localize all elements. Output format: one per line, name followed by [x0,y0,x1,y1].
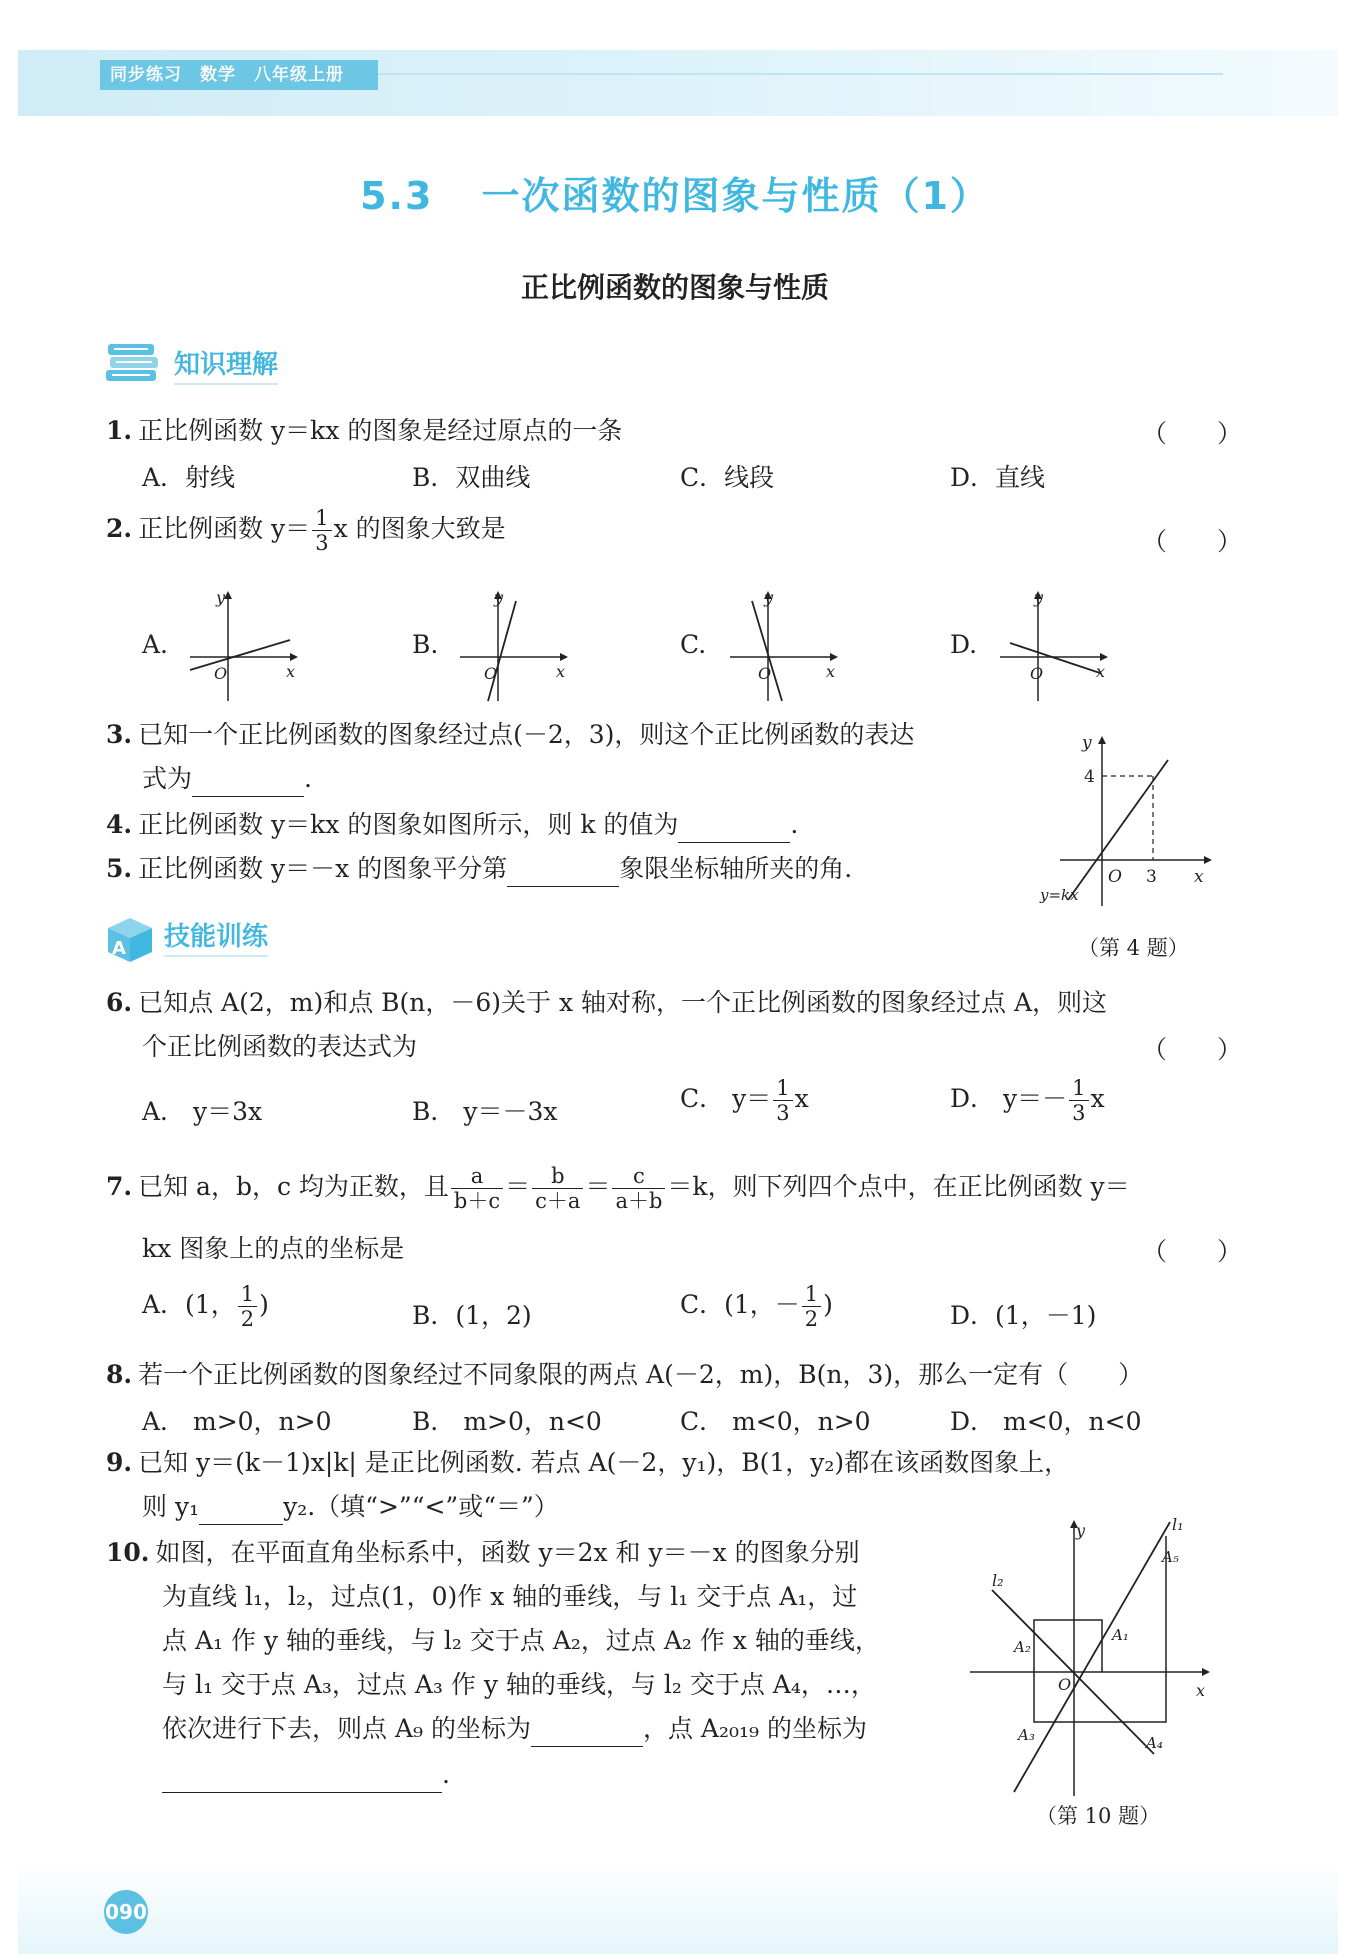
question-number: 2. [106,514,133,543]
origin-label: O [758,664,772,683]
y-axis-label: y [216,588,226,607]
fraction [312,506,331,555]
option-c: C．线段 [680,463,775,492]
question-9-line2 [142,1490,559,1525]
header-divider [378,73,1223,75]
section-knowledge: 知识理解 [174,344,278,385]
fraction [532,1164,583,1213]
origin-label: O [214,664,228,683]
answer-bracket: （ ） [1142,527,1243,556]
option-a: A．射线 [142,463,236,492]
question-text: 正比例函数 y＝ [138,514,311,543]
equals-sign: ＝ [585,1172,611,1201]
question-text: 正比例函数 y＝kx 的图象是经过原点的一条 [138,416,623,445]
answer-blank[interactable] [192,762,304,797]
option-b: B．(1，2) [412,1301,532,1330]
origin-label: O [484,664,498,683]
frac-num: c [612,1164,665,1189]
graph-option-a [186,585,306,705]
chapter-title-text: 一次函数的图象与性质（1） [481,174,990,218]
y-axis-label: y [764,588,774,607]
figure-q10 [970,1510,1220,1800]
question-number: 9. [106,1448,133,1477]
frac-den: b＋c [453,1189,501,1213]
option-d: D. [950,630,978,659]
question-text: 已知 a，b，c 均为正数，且 [138,1172,449,1201]
frac-den: 2 [240,1307,255,1331]
x-axis-label: x [1194,867,1204,887]
fraction [612,1164,665,1213]
origin-label: O [1108,867,1122,887]
x-axis-label: x [826,662,836,681]
question-text: 若一个正比例函数的图象经过不同象限的两点 A(－2，m)，B(n，3)，那么一定有（ ） [138,1360,1144,1389]
frac-num: 1 [802,1282,821,1307]
x-axis-label: x [556,662,566,681]
graph-option-c [726,585,846,705]
section-skills: 技能训练 [164,916,268,957]
question-3-line2 [142,762,312,797]
option-d: D． m<0，n<0 [950,1407,1142,1436]
question-text: 正比例函数 y＝－x 的图象平分第 [138,854,508,883]
fraction [451,1164,503,1213]
x-tick-label: 3 [1146,867,1157,887]
question-10-line2: 为直线 l₁，l₂，过点(1，0)作 x 轴的垂线，与 l₁ 交于点 A₁，过 [162,1582,858,1611]
equals-sign: ＝ [505,1172,531,1201]
question-text: 如图，在平面直角坐标系中，函数 y＝2x 和 y＝－x 的图象分别 [155,1538,860,1567]
header-tag: 同步练习 数学 八年级上册 [100,60,378,90]
frac-den: a＋b [615,1189,663,1213]
figure-q4 [1040,730,1220,910]
option-text: x [1090,1084,1105,1113]
page-number: 090 [104,1890,148,1934]
frac-den: 3 [1072,1101,1086,1125]
question-6 [106,986,1107,1020]
question-number: 1. [106,416,133,445]
question-10-line3: 点 A₁ 作 y 轴的垂线，与 l₂ 交于点 A₂，过点 A₂ 作 x 轴的垂线， [162,1626,880,1655]
answer-blank[interactable] [531,1712,643,1747]
question-10-line5 [162,1712,867,1747]
frac-den: c＋a [535,1189,581,1213]
question-text: 式为 [142,764,193,793]
answer-bracket: （ ） [1142,419,1243,448]
question-text: 正比例函数 y＝kx 的图象如图所示，则 k 的值为 [138,810,679,839]
lesson-subtitle: 正比例函数的图象与性质 [520,271,829,304]
question-9 [106,1446,1069,1480]
question-number: 5. [106,854,133,883]
x-axis-label: x [1096,662,1106,681]
frac-den: 3 [776,1101,790,1125]
option-d [950,1076,1105,1125]
frac-num: 1 [1069,1076,1088,1101]
question-3 [106,718,914,752]
option-a: A. [142,630,169,659]
answer-blank[interactable] [162,1758,442,1793]
question-text: 已知一个正比例函数的图象经过点(－2，3)，则这个正比例函数的表达 [138,720,915,749]
y-axis-label: y [494,588,504,607]
option-d: D．直线 [950,463,1046,492]
question-text: . [442,1760,450,1789]
frac-den: 3 [315,531,329,555]
question-number: 4. [106,810,133,839]
option-a: A． m>0，n>0 [142,1407,332,1436]
option-text: C． y＝ [680,1084,772,1113]
question-text: . [304,764,312,793]
y-axis-label: y [1076,1521,1086,1540]
books-icon [104,342,162,386]
question-text: 已知点 A(2，m)和点 B(n，－6)关于 x 轴对称，一个正比例函数的图象经过点 A，则这 [138,988,1108,1017]
graph-option-b [456,585,576,705]
y-tick-label: 4 [1084,767,1095,787]
l1-label: l₁ [1172,1515,1184,1534]
point-a1-label: A₁ [1112,1626,1129,1644]
question-number: 6. [106,988,133,1017]
x-axis-label: x [1196,1681,1206,1700]
option-text: ) [259,1290,269,1319]
fraction [238,1282,257,1331]
option-text: A．(1， [142,1290,236,1319]
question-2 [106,506,506,555]
answer-bracket: （ ） [1142,1035,1243,1064]
question-7-line2: kx 图象上的点的坐标是 [142,1234,405,1263]
option-text: ) [823,1290,833,1319]
question-7 [106,1164,1130,1213]
option-a: A． y＝3x [142,1097,263,1126]
skill-cube-icon [104,914,156,964]
question-1 [106,414,622,448]
fraction [1069,1076,1088,1125]
option-b: B. [412,630,439,659]
question-6-line2: 个正比例函数的表达式为 [142,1032,418,1061]
origin-label: O [1030,664,1044,683]
figure-caption: （第 4 题） [1078,936,1189,960]
question-number: 3. [106,720,133,749]
option-a [142,1282,269,1331]
option-text: D． y＝－ [950,1084,1068,1113]
question-8 [106,1358,1143,1392]
question-text: x 的图象大致是 [333,514,506,543]
x-axis-label: x [286,662,296,681]
chapter-number: 5.3 [360,174,434,218]
frac-num: 1 [238,1282,257,1307]
question-text: y₂.（填“>”“<”或“＝”） [283,1492,559,1521]
option-d: D．(1，－1) [950,1301,1097,1330]
fraction [802,1282,821,1331]
question-10-line6 [162,1758,450,1793]
question-number: 10. [106,1538,150,1567]
answer-blank[interactable] [678,808,790,843]
frac-num: 1 [773,1076,792,1101]
svg-text:A: A [112,938,126,959]
option-text: C．(1，－ [680,1290,800,1319]
figure-caption: （第 10 题） [1036,1804,1161,1828]
l2-label: l₂ [992,1571,1004,1590]
option-text: x [794,1084,809,1113]
answer-blank[interactable] [507,852,619,887]
point-a5-label: A₅ [1162,1548,1179,1566]
option-c [680,1282,833,1331]
question-text: 已知 y＝(k－1)x|k| 是正比例函数. 若点 A(－2，y₁)，B(1，y₂)都在该函数图象上， [138,1448,1070,1477]
option-b: B． m>0，n<0 [412,1407,602,1436]
option-c: C． m<0，n>0 [680,1407,871,1436]
fraction [773,1076,792,1125]
chapter-title [0,165,1350,220]
footer-band [18,1862,1338,1954]
question-text: ，点 A₂₀₁₉ 的坐标为 [642,1714,868,1743]
question-5 [106,852,852,887]
option-b: B．双曲线 [412,463,531,492]
option-b: B． y＝－3x [412,1097,558,1126]
question-number: 7. [106,1172,133,1201]
y-axis-label: y [1082,733,1092,753]
question-text: 依次进行下去，则点 A₉ 的坐标为 [162,1714,531,1743]
option-c: C. [680,630,707,659]
graph-option-d [996,585,1116,705]
question-number: 8. [106,1360,133,1389]
question-text: 则 y₁ [142,1492,200,1521]
answer-blank[interactable] [199,1490,283,1525]
frac-den: 2 [804,1307,819,1331]
frac-num: b [532,1164,583,1189]
question-text: ＝k，则下列四个点中，在正比例函数 y＝ [667,1172,1130,1201]
question-4 [106,808,798,843]
answer-bracket: （ ） [1142,1237,1243,1266]
frac-num: 1 [312,506,331,531]
frac-num: a [451,1164,503,1189]
question-text: . [790,810,799,839]
question-10-line4: 与 l₁ 交于点 A₃，过点 A₃ 作 y 轴的垂线，与 l₂ 交于点 A₄，…， [162,1670,876,1699]
line-label: y=kx [1040,886,1079,904]
y-axis-label: y [1034,588,1044,607]
point-a3-label: A₃ [1018,1726,1035,1744]
question-10 [106,1536,860,1570]
point-a4-label: A₄ [1146,1734,1163,1752]
question-text: 象限坐标轴所夹的角. [619,854,853,883]
point-a2-label: A₂ [1014,1638,1031,1656]
option-c [680,1076,809,1125]
origin-label: O [1058,1675,1072,1694]
